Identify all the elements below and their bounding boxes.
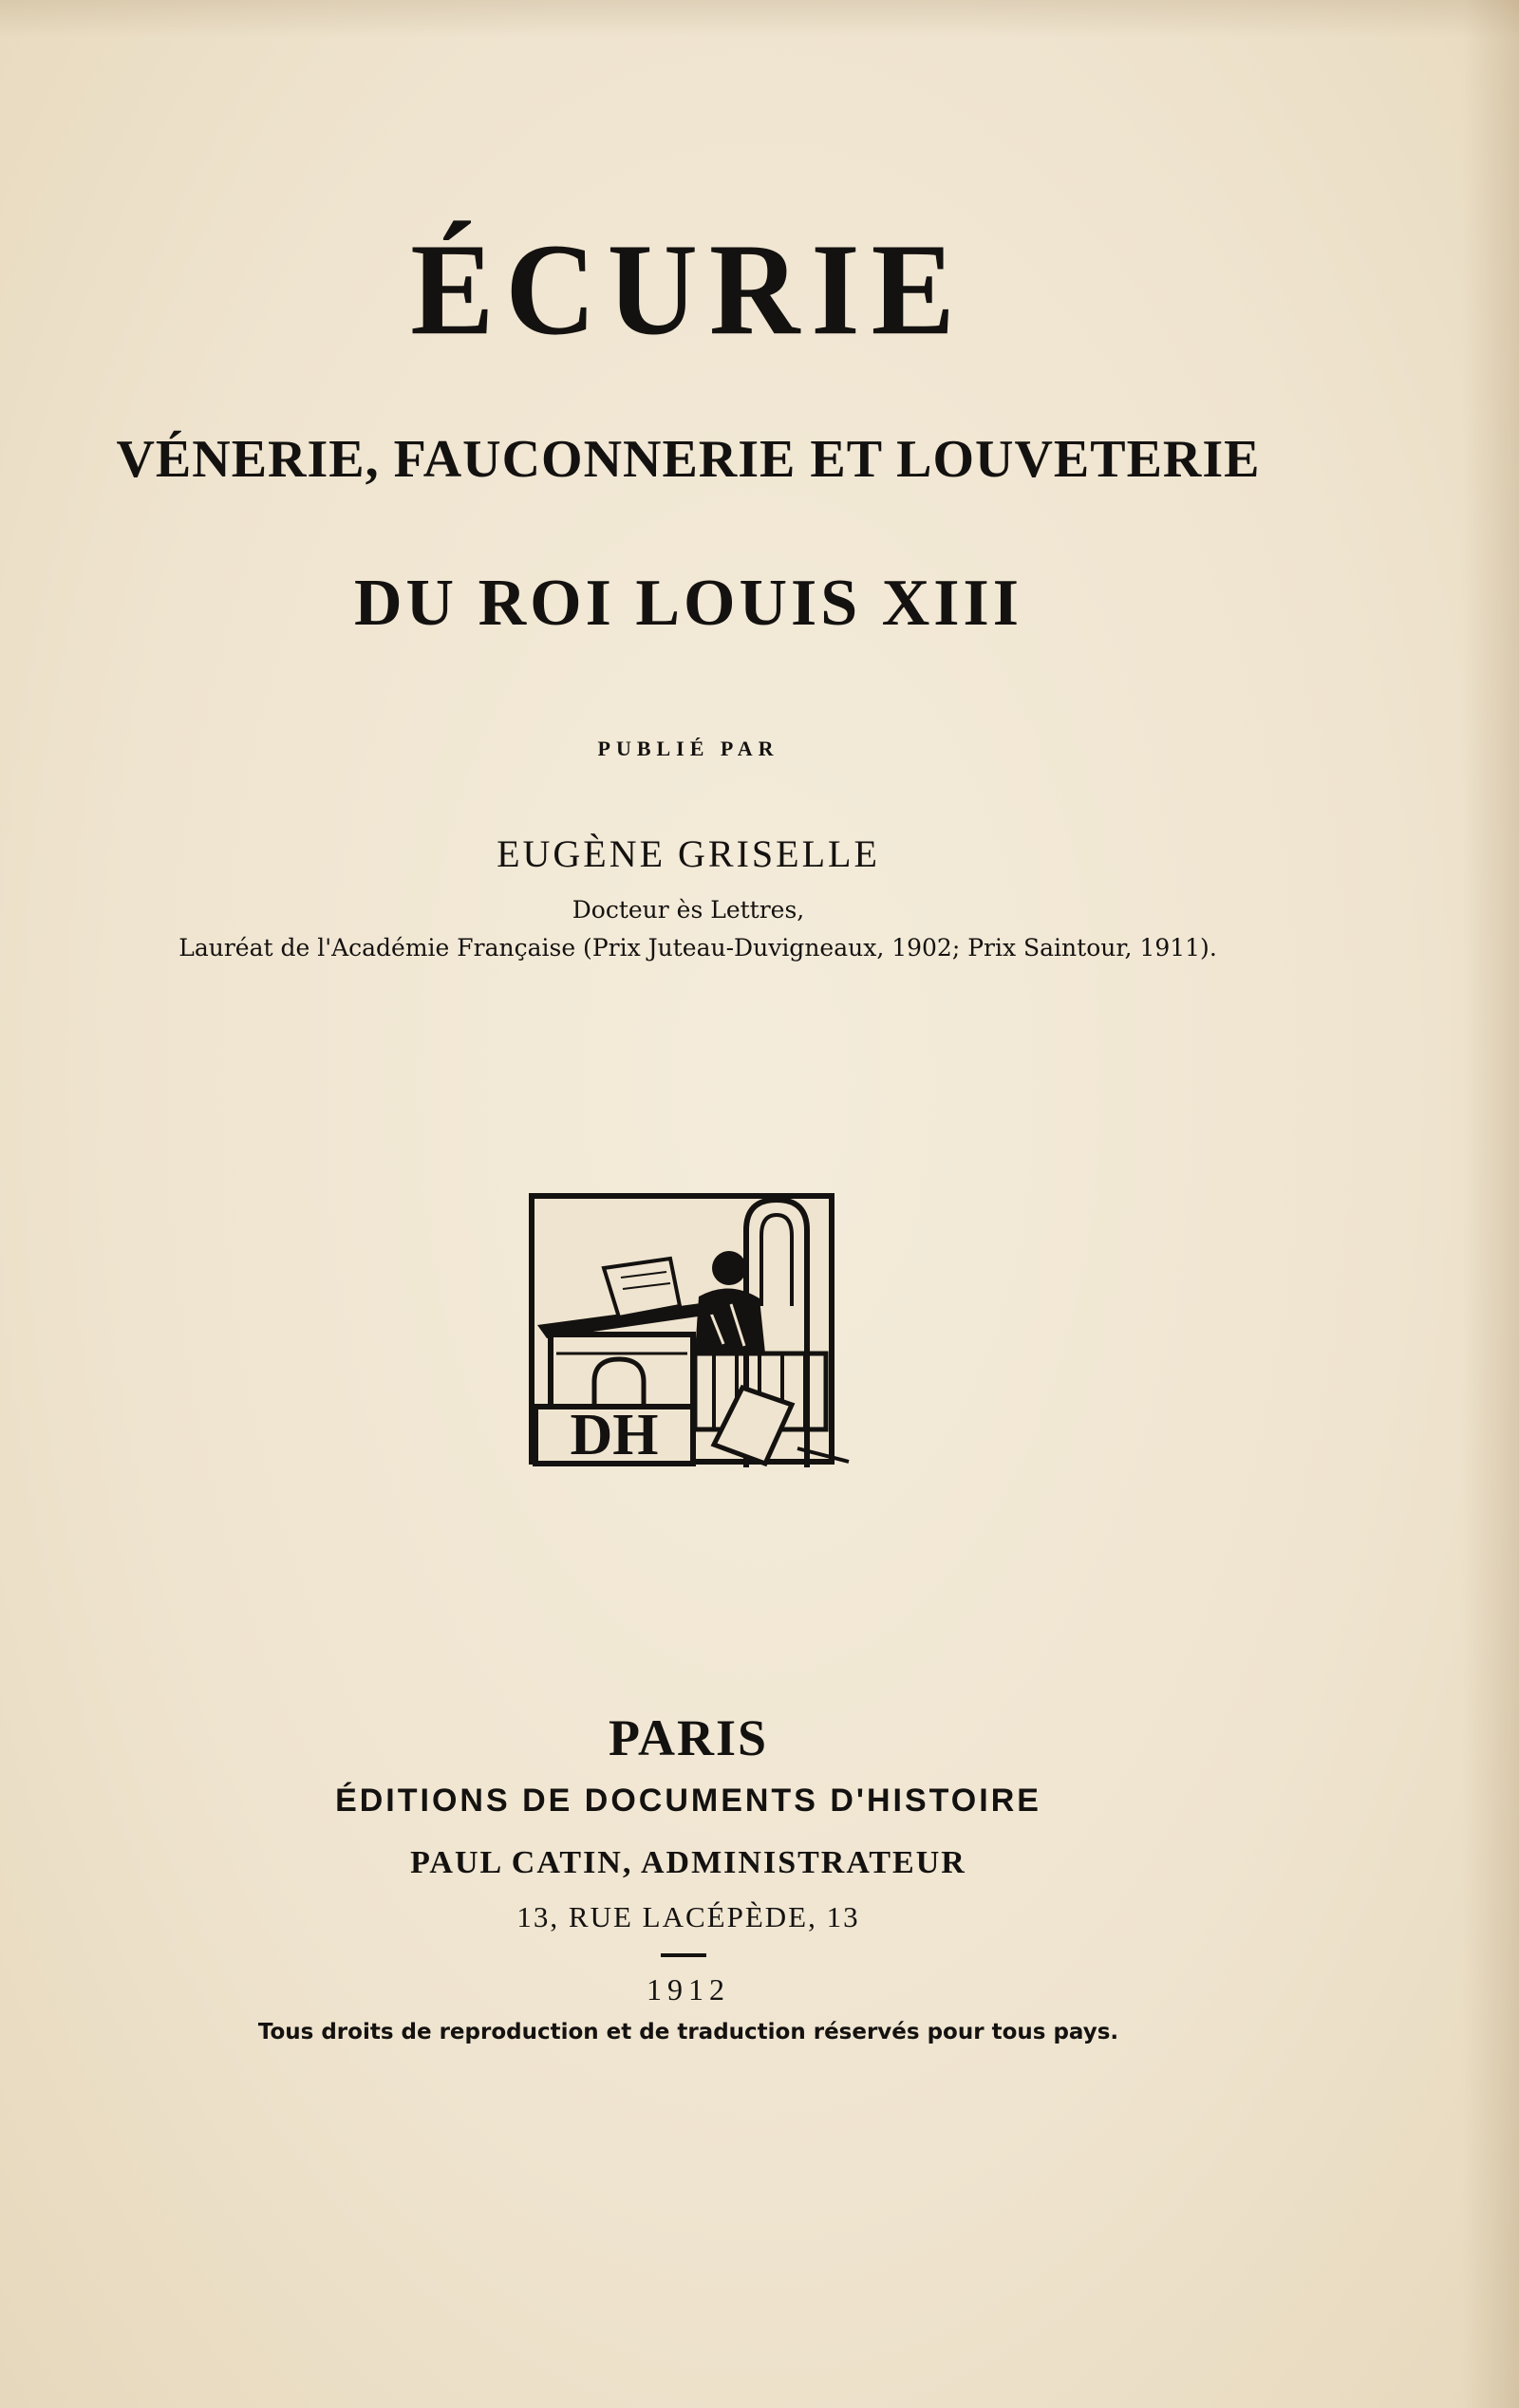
printer-monogram: DH	[570, 1403, 659, 1467]
author-credential-2: Lauréat de l'Académie Française (Prix Juteau-Duvigneaux, 1902; Prix Saintour, 1911).	[178, 934, 1217, 961]
author-name: EUGÈNE GRISELLE	[497, 832, 880, 875]
rights-notice: Tous droits de reproduction et de traduction réservés pour tous pays.	[257, 2020, 1119, 2044]
subtitle-line-2: DU ROI LOUIS XIII	[354, 567, 1022, 640]
paper-top-edge-shade	[0, 0, 1519, 38]
imprint-publisher: ÉDITIONS DE DOCUMENTS D'HISTOIRE	[335, 1783, 1041, 1819]
imprint-administrator: PAUL CATIN, ADMINISTRATEUR	[410, 1845, 966, 1880]
scribe-head	[712, 1251, 746, 1285]
imprint-address: 13, RUE LACÉPÈDE, 13	[516, 1900, 860, 1933]
subtitle-line-1: VÉNERIE, FAUCONNERIE ET LOUVETERIE	[116, 430, 1261, 489]
imprint-city: PARIS	[608, 1709, 769, 1766]
published-by-label: PUBLIÉ PAR	[597, 737, 779, 760]
paper-right-edge-shade	[1462, 0, 1519, 2408]
imprint-divider	[661, 1953, 706, 1957]
author-credential-1: Docteur ès Lettres,	[572, 896, 805, 924]
imprint-year: 1912	[647, 1972, 730, 2007]
scribe-body	[695, 1288, 765, 1353]
printer-mark-icon	[528, 1192, 856, 1469]
book-title: ÉCURIE	[410, 215, 966, 363]
open-book	[604, 1259, 680, 1317]
